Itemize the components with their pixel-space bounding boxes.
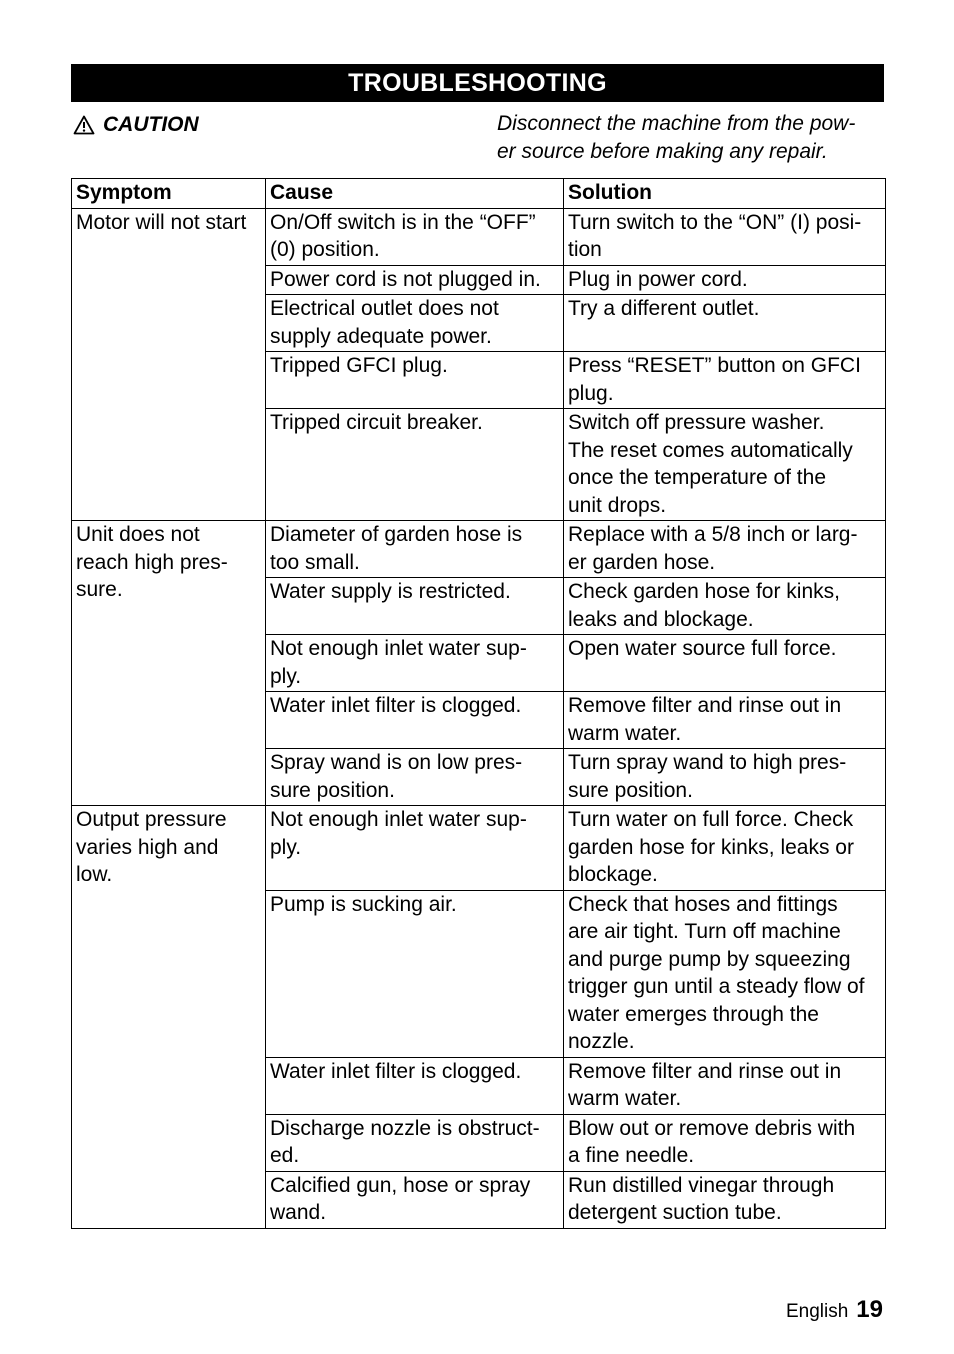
cause-cell: Electrical outlet does not supply adequate power. bbox=[266, 295, 564, 352]
solution-cell: Turn water on full force. Check garden hose for kinks, leaks or blockage. bbox=[564, 806, 886, 891]
symptom-cell: Output pressure varies high and low. bbox=[72, 806, 266, 1229]
solution-cell: Turn spray wand to high pres- sure position. bbox=[564, 749, 886, 806]
page-footer bbox=[786, 1296, 883, 1324]
solution-cell: Check garden hose for kinks, leaks and blockage. bbox=[564, 578, 886, 635]
footer-language: English bbox=[785, 1301, 849, 1322]
header-cause: Cause bbox=[266, 179, 564, 209]
caution-message: Disconnect the machine from the pow- er source before making any repair. bbox=[497, 112, 856, 163]
solution-cell: Replace with a 5/8 inch or larg- er garden hose. bbox=[564, 521, 886, 578]
table-row bbox=[72, 208, 886, 265]
cause-cell: Calcified gun, hose or spray wand. bbox=[266, 1171, 564, 1228]
header-solution: Solution bbox=[564, 179, 886, 209]
cause-cell: Spray wand is on low pres- sure position. bbox=[266, 749, 564, 806]
solution-cell: Run distilled vinegar through detergent suction tube. bbox=[564, 1171, 886, 1228]
caution-text-label: CAUTION bbox=[103, 113, 199, 136]
cause-cell: On/Off switch is in the “OFF” (0) position. bbox=[266, 208, 564, 265]
symptom-cell: Motor will not start bbox=[72, 208, 266, 521]
header-symptom: Symptom bbox=[72, 179, 266, 209]
cause-cell: Power cord is not plugged in. bbox=[266, 265, 564, 295]
solution-cell: Blow out or remove debris with a fine needle. bbox=[564, 1114, 886, 1171]
symptom-cell: Unit does not reach high pres- sure. bbox=[72, 521, 266, 806]
warning-triangle-icon bbox=[73, 115, 95, 135]
page-title: TROUBLESHOOTING bbox=[71, 64, 884, 102]
cause-cell: Discharge nozzle is obstruct- ed. bbox=[266, 1114, 564, 1171]
solution-cell: Open water source full force. bbox=[564, 635, 886, 692]
solution-cell: Remove filter and rinse out in warm water. bbox=[564, 692, 886, 749]
cause-cell: Diameter of garden hose is too small. bbox=[266, 521, 564, 578]
table-header-row bbox=[72, 179, 886, 209]
cause-cell: Water supply is restricted. bbox=[266, 578, 564, 635]
solution-cell: Turn switch to the “ON” (I) posi- tion bbox=[564, 208, 886, 265]
cause-cell: Not enough inlet water sup- ply. bbox=[266, 635, 564, 692]
solution-cell: Press “RESET” button on GFCI plug. bbox=[564, 352, 886, 409]
solution-cell: Remove filter and rinse out in warm water. bbox=[564, 1057, 886, 1114]
solution-cell: Try a different outlet. bbox=[564, 295, 886, 352]
cause-cell: Pump is sucking air. bbox=[266, 890, 564, 1057]
cause-cell: Tripped GFCI plug. bbox=[266, 352, 564, 409]
cause-cell: Water inlet filter is clogged. bbox=[266, 692, 564, 749]
cause-cell: Water inlet filter is clogged. bbox=[266, 1057, 564, 1114]
table-row bbox=[72, 521, 886, 578]
table-row bbox=[72, 806, 886, 891]
troubleshooting-table bbox=[71, 178, 886, 1229]
page-number: 19 bbox=[856, 1296, 883, 1323]
cause-cell: Not enough inlet water sup- ply. bbox=[266, 806, 564, 891]
caution-label bbox=[73, 113, 199, 137]
solution-cell: Plug in power cord. bbox=[564, 265, 886, 295]
solution-cell: Check that hoses and fittings are air tight. Turn off machine and purge pump by squeezing trigger gun until a steady flow of water emerges through the nozzle. bbox=[564, 890, 886, 1057]
solution-cell: Switch off pressure washer. The reset comes automatically once the temperature of the unit drops. bbox=[564, 409, 886, 521]
cause-cell: Tripped circuit breaker. bbox=[266, 409, 564, 521]
